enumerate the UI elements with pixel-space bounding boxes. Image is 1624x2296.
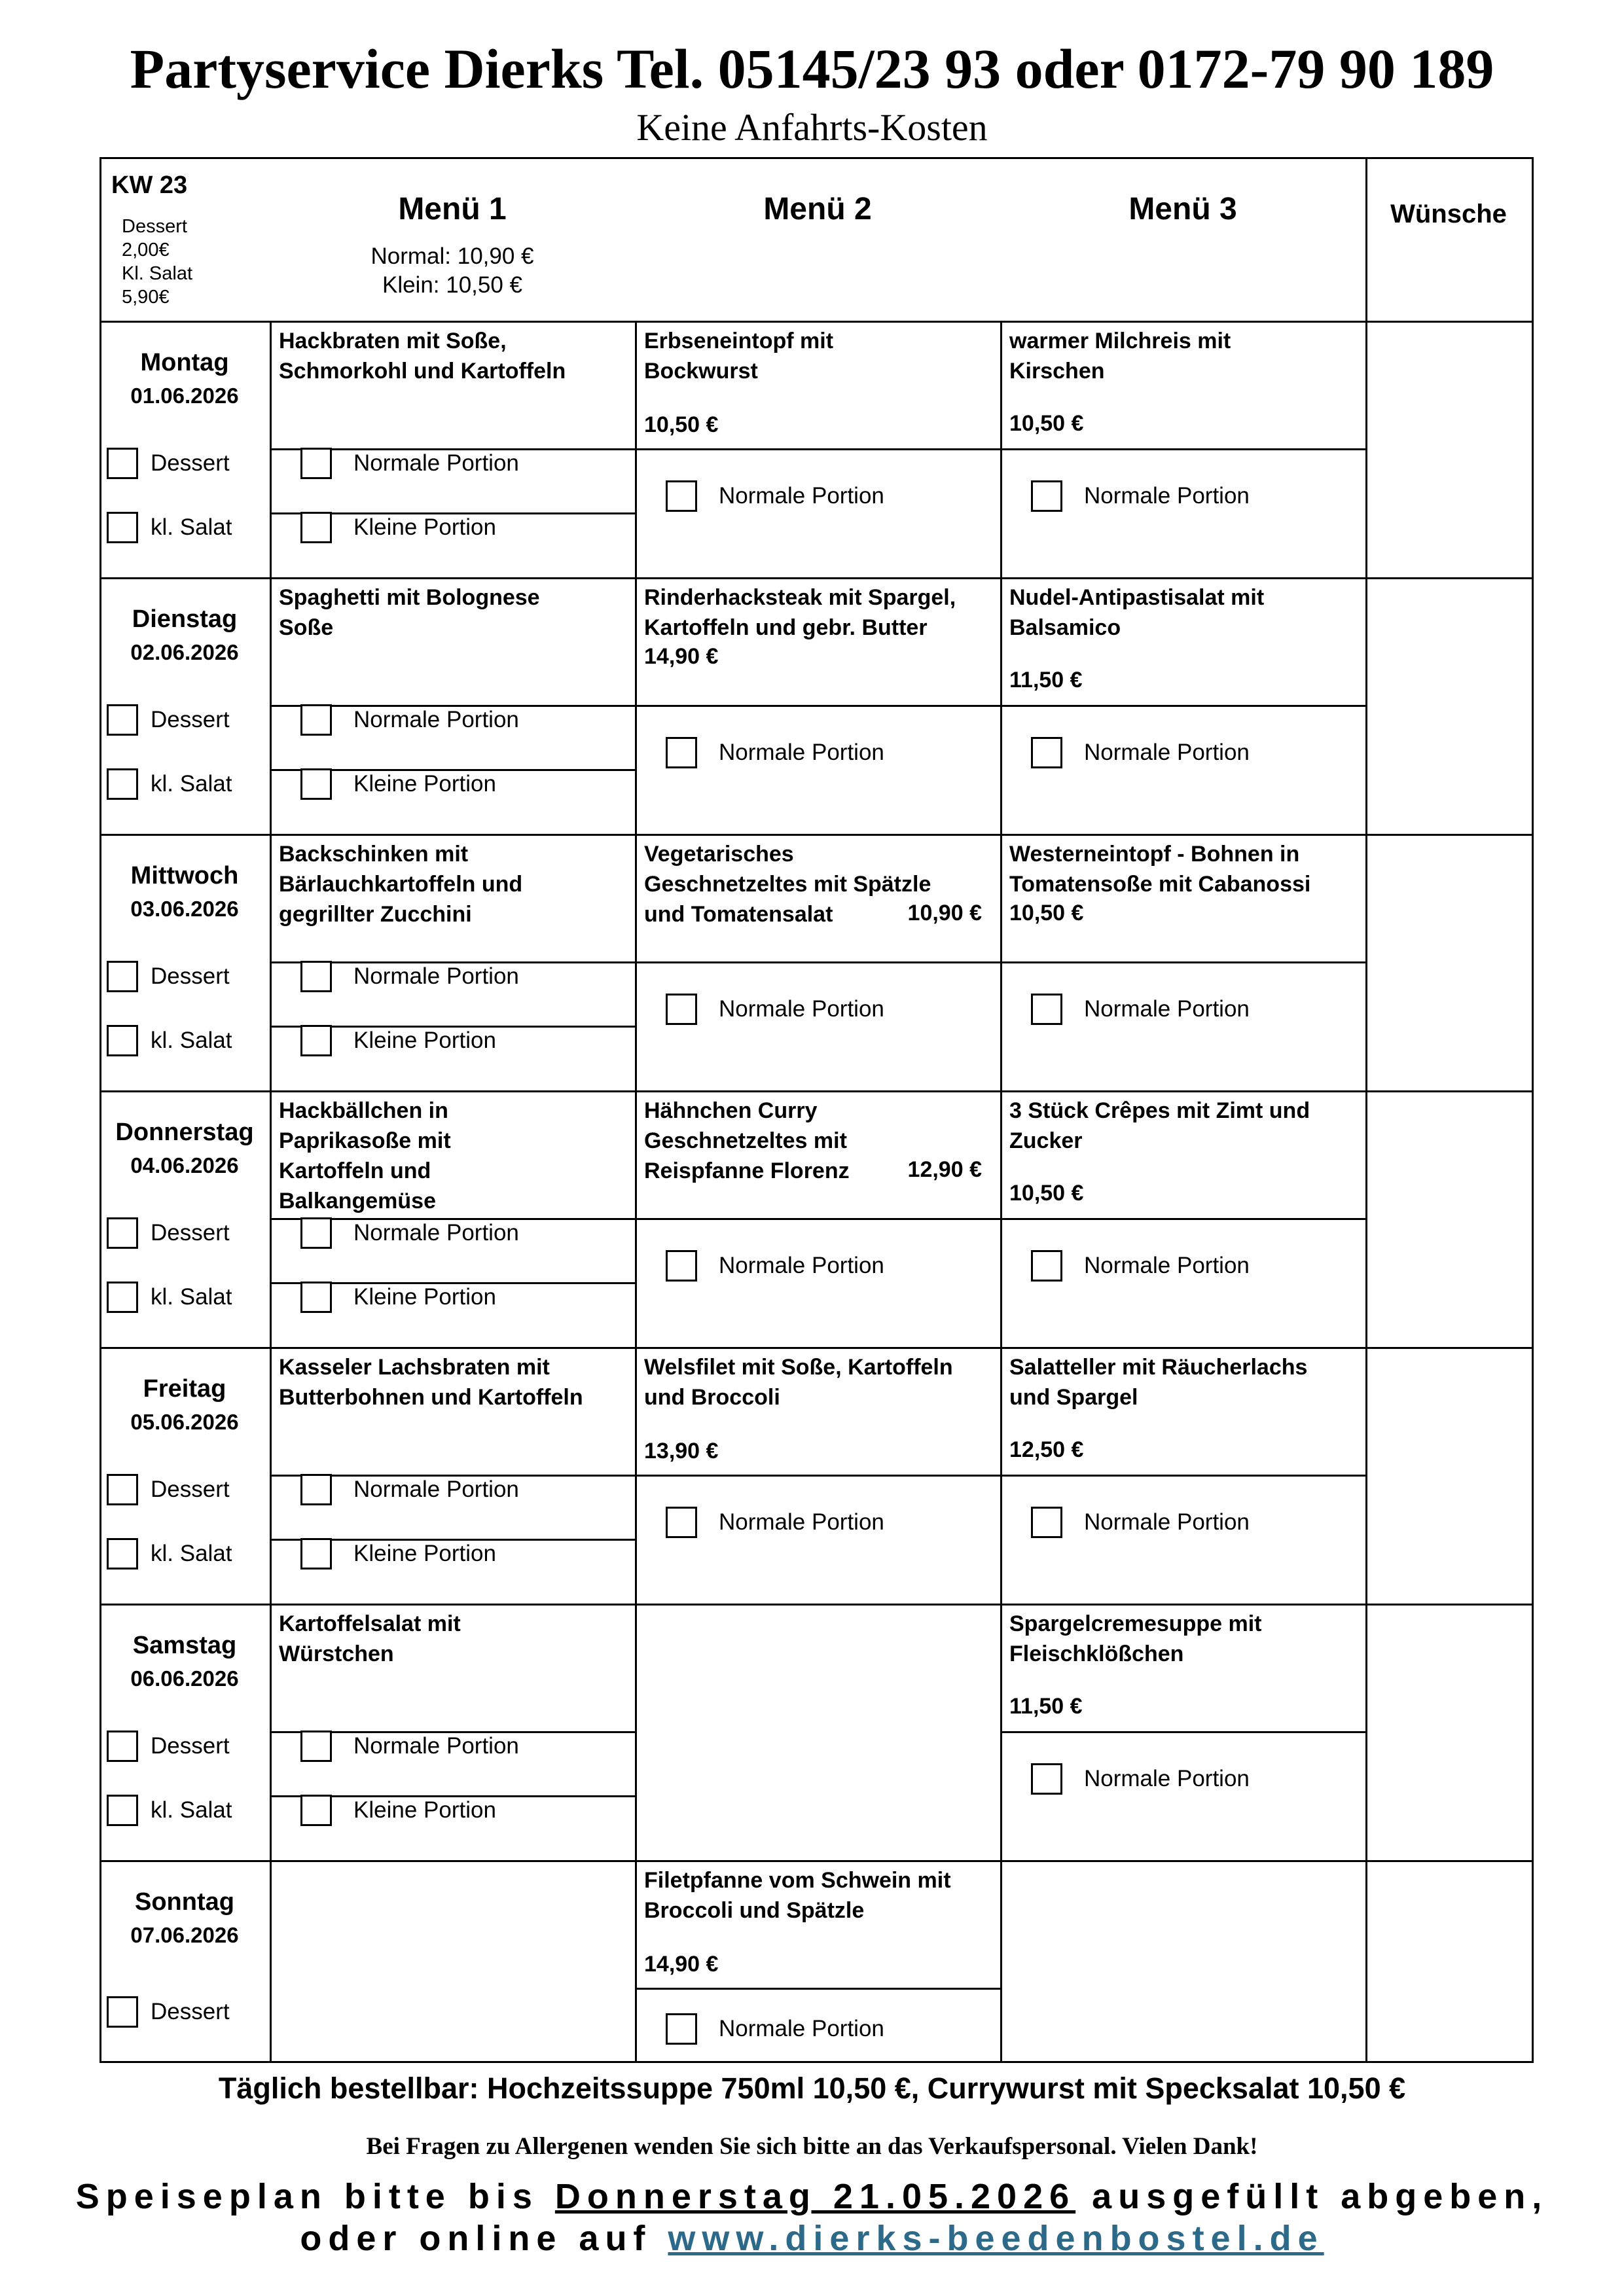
salad-label: kl. Salat bbox=[151, 1541, 232, 1566]
col-rule-menu2 bbox=[635, 1860, 637, 2061]
menu1-small-checkbox[interactable] bbox=[300, 512, 332, 543]
deadline-line bbox=[0, 2176, 1624, 2217]
menu1-normal-label: Normale Portion bbox=[353, 1220, 519, 1246]
menu1-small-label: Kleine Portion bbox=[353, 771, 496, 797]
menu3-dish-rule bbox=[1000, 1731, 1365, 1733]
menu1-small-label: Kleine Portion bbox=[353, 1028, 496, 1053]
menu2-normal-label: Normale Portion bbox=[719, 1253, 884, 1278]
head-dessert-price: 2,00€ bbox=[122, 240, 170, 260]
online-prefix: oder online auf bbox=[300, 2219, 668, 2258]
menu1-normal-price: Normal: 10,90 € bbox=[370, 243, 534, 269]
dessert-checkbox[interactable] bbox=[107, 1217, 138, 1249]
table-border-left bbox=[99, 157, 101, 2061]
dessert-label: Dessert bbox=[151, 1220, 230, 1246]
menu3-price: 12,50 € bbox=[1009, 1437, 1084, 1462]
dessert-label: Dessert bbox=[151, 1477, 230, 1502]
menu2-normal-label: Normale Portion bbox=[719, 1509, 884, 1535]
page-subtitle: Keine Anfahrts-Kosten bbox=[636, 106, 988, 149]
menu2-dish-rule bbox=[635, 961, 1000, 963]
menu3-normal-checkbox[interactable] bbox=[1031, 737, 1062, 768]
menu3-normal-label: Normale Portion bbox=[1084, 1509, 1250, 1535]
menu3-price: 10,50 € bbox=[1009, 1181, 1084, 1206]
dessert-checkbox[interactable] bbox=[107, 1474, 138, 1505]
menu2-dish: Vegetarisches Geschnetzeltes mit Spätzle und Tomatensalat bbox=[644, 842, 931, 927]
menu3-normal-checkbox[interactable] bbox=[1031, 994, 1062, 1025]
salad-label: kl. Salat bbox=[151, 1797, 232, 1823]
row-rule bbox=[1365, 1090, 1532, 1092]
menu1-normal-checkbox[interactable] bbox=[300, 704, 332, 736]
salad-label: kl. Salat bbox=[151, 771, 232, 797]
menu3-normal-label: Normale Portion bbox=[1084, 996, 1250, 1022]
page-title: Partyservice Dierks Tel. 05145/23 93 oder 0172-79 90 189 bbox=[130, 37, 1494, 100]
menu1-normal-label: Normale Portion bbox=[353, 1477, 519, 1502]
menu1-normal-label: Normale Portion bbox=[353, 707, 519, 732]
menu3-dish-rule bbox=[1000, 448, 1365, 450]
menu1-dish: Kartoffelsalat mit Würstchen bbox=[279, 1611, 461, 1666]
menu3-dish-rule bbox=[1000, 1218, 1365, 1220]
day-date-3: 04.06.2026 bbox=[130, 1153, 239, 1177]
dessert-checkbox[interactable] bbox=[107, 704, 138, 736]
menu3-normal-label: Normale Portion bbox=[1084, 483, 1250, 509]
menu1-small-label: Kleine Portion bbox=[353, 1541, 496, 1566]
menu2-normal-label: Normale Portion bbox=[719, 740, 884, 765]
menu3-normal-label: Normale Portion bbox=[1084, 1766, 1250, 1791]
website-link[interactable]: www.dierks-beedenbostel.de bbox=[668, 2219, 1324, 2258]
menu1-small-price: Klein: 10,50 € bbox=[382, 272, 523, 298]
deadline-date: Donnerstag 21.05.2026 bbox=[554, 2177, 1076, 2216]
menu3-dish-rule bbox=[1000, 1475, 1365, 1477]
day-date-6: 07.06.2026 bbox=[130, 1923, 239, 1947]
day-name-4: Freitag bbox=[143, 1375, 226, 1403]
table-border-top bbox=[99, 157, 1532, 159]
menu3-normal-checkbox[interactable] bbox=[1031, 1507, 1062, 1538]
menu3-dish: Westerneintopf - Bohnen in Tomatensoße mit Cabanossi bbox=[1009, 842, 1311, 897]
menu3-price: 11,50 € bbox=[1009, 668, 1083, 692]
menu2-dish-rule bbox=[635, 1475, 1000, 1477]
day-date-1: 02.06.2026 bbox=[130, 640, 239, 664]
menu2-normal-checkbox[interactable] bbox=[666, 1507, 697, 1538]
menu2-dish-rule bbox=[635, 448, 1000, 450]
salad-checkbox[interactable] bbox=[107, 1538, 138, 1570]
dessert-label: Dessert bbox=[151, 1999, 230, 2024]
menu1-normal-label: Normale Portion bbox=[353, 963, 519, 989]
header-rule bbox=[99, 321, 1532, 323]
menu3-dish-rule bbox=[1000, 961, 1365, 963]
menu2-dish: Hähnchen Curry Geschnetzeltes mit Reispfanne Florenz bbox=[644, 1098, 850, 1183]
menu2-dish: Filetpfanne vom Schwein mit Broccoli und Spätzle bbox=[644, 1868, 951, 1923]
row-rule bbox=[1365, 834, 1532, 836]
menu2-normal-checkbox[interactable] bbox=[666, 1250, 697, 1282]
menu1-dish: Hackbällchen in Paprikasoße mit Kartoffeln und Balkangemüse bbox=[279, 1098, 451, 1213]
menu2-price: 14,90 € bbox=[644, 1952, 719, 1977]
menu2-price: 14,90 € bbox=[644, 644, 719, 669]
menu3-price: 10,50 € bbox=[1009, 411, 1084, 436]
row-rule bbox=[1365, 1604, 1532, 1605]
row-rule bbox=[1365, 1860, 1532, 1862]
menu1-normal-checkbox[interactable] bbox=[300, 448, 332, 479]
salad-checkbox[interactable] bbox=[107, 1282, 138, 1313]
menu3-price: 11,50 € bbox=[1009, 1694, 1083, 1719]
menu3-normal-label: Normale Portion bbox=[1084, 740, 1250, 765]
day-date-4: 05.06.2026 bbox=[130, 1410, 239, 1434]
menu1-small-checkbox[interactable] bbox=[300, 1795, 332, 1826]
head-salad-price: 5,90€ bbox=[122, 287, 170, 308]
salad-label: kl. Salat bbox=[151, 514, 232, 540]
salad-label: kl. Salat bbox=[151, 1284, 232, 1310]
menu2-normal-label: Normale Portion bbox=[719, 2016, 884, 2041]
menu3-normal-checkbox[interactable] bbox=[1031, 1250, 1062, 1282]
day-name-3: Donnerstag bbox=[115, 1119, 254, 1146]
day-name-2: Mittwoch bbox=[130, 862, 239, 889]
dessert-label: Dessert bbox=[151, 707, 230, 732]
menu2-price: 10,50 € bbox=[644, 412, 719, 437]
menu2-dish: Rinderhacksteak mit Spargel, Kartoffeln und gebr. Butter bbox=[644, 585, 956, 640]
menu1-normal-checkbox[interactable] bbox=[300, 1474, 332, 1505]
day-name-5: Samstag bbox=[132, 1632, 237, 1659]
day-name-1: Dienstag bbox=[132, 605, 238, 633]
menu3-price: 10,50 € bbox=[1009, 901, 1084, 925]
menu2-header: Menü 2 bbox=[763, 192, 872, 226]
menu1-normal-checkbox[interactable] bbox=[300, 1731, 332, 1762]
menu1-small-checkbox[interactable] bbox=[300, 1282, 332, 1313]
day-name-0: Montag bbox=[140, 349, 229, 376]
salad-checkbox[interactable] bbox=[107, 1795, 138, 1826]
menu1-small-label: Kleine Portion bbox=[353, 1797, 496, 1823]
menu2-dish-rule bbox=[635, 1988, 1000, 1990]
menu1-dish: Hackbraten mit Soße, Schmorkohl und Kartoffeln bbox=[279, 329, 566, 384]
salad-checkbox[interactable] bbox=[107, 512, 138, 543]
dessert-checkbox[interactable] bbox=[107, 1731, 138, 1762]
menu3-dish: Nudel-Antipastisalat mit Balsamico bbox=[1009, 585, 1265, 640]
row-rule bbox=[99, 1090, 1365, 1092]
menu1-small-checkbox[interactable] bbox=[300, 1538, 332, 1570]
head-dessert-label: Dessert bbox=[122, 216, 187, 237]
week-label: KW 23 bbox=[111, 171, 188, 199]
menu2-dish: Welsfilet mit Soße, Kartoffeln und Broccoli bbox=[644, 1355, 953, 1410]
row-rule bbox=[99, 577, 1365, 579]
menu1-small-label: Kleine Portion bbox=[353, 514, 496, 540]
menu2-price: 13,90 € bbox=[644, 1439, 719, 1463]
dessert-checkbox[interactable] bbox=[107, 448, 138, 479]
allergen-note: Bei Fragen zu Allergenen wenden Sie sich bitte an das Verkaufspersonal. Vielen Dank! bbox=[366, 2133, 1258, 2160]
row-rule bbox=[1365, 1347, 1532, 1349]
menu2-normal-label: Normale Portion bbox=[719, 996, 884, 1022]
menu2-normal-checkbox[interactable] bbox=[666, 994, 697, 1025]
col-rule-wishes bbox=[1365, 157, 1367, 2061]
row-rule bbox=[99, 1860, 1365, 1862]
menu2-price: 12,90 € bbox=[907, 1157, 982, 1182]
menu1-normal-label: Normale Portion bbox=[353, 450, 519, 476]
menu3-normal-checkbox[interactable] bbox=[1031, 480, 1062, 512]
online-line bbox=[0, 2218, 1624, 2259]
menu2-dish-rule bbox=[635, 1218, 1000, 1220]
menu1-dish: Kasseler Lachsbraten mit Butterbohnen und Kartoffeln bbox=[279, 1355, 583, 1410]
dessert-checkbox[interactable] bbox=[107, 961, 138, 992]
day-date-5: 06.06.2026 bbox=[130, 1666, 239, 1691]
menu1-normal-checkbox[interactable] bbox=[300, 1217, 332, 1249]
menu3-header: Menü 3 bbox=[1128, 192, 1237, 226]
wishes-header: Wünsche bbox=[1390, 200, 1507, 228]
menu3-dish-rule bbox=[1000, 705, 1365, 707]
day-name-6: Sonntag bbox=[135, 1888, 234, 1916]
dessert-label: Dessert bbox=[151, 1733, 230, 1759]
menu3-normal-label: Normale Portion bbox=[1084, 1253, 1250, 1278]
head-salad-label: Kl. Salat bbox=[122, 263, 192, 284]
menu2-normal-checkbox[interactable] bbox=[666, 2013, 697, 2045]
menu1-dish: Spaghetti mit Bolognese Soße bbox=[279, 585, 540, 640]
menu3-dish: Spargelcremesuppe mit Fleischklößchen bbox=[1009, 1611, 1262, 1666]
menu3-dish: 3 Stück Crêpes mit Zimt und Zucker bbox=[1009, 1098, 1310, 1153]
salad-checkbox[interactable] bbox=[107, 1025, 138, 1056]
menu2-dish-rule bbox=[635, 705, 1000, 707]
menu1-small-label: Kleine Portion bbox=[353, 1284, 496, 1310]
menu2-normal-label: Normale Portion bbox=[719, 483, 884, 509]
menu2-price: 10,90 € bbox=[907, 901, 982, 925]
daily-offer: Täglich bestellbar: Hochzeitssuppe 750ml 10,50 €, Currywurst mit Specksalat 10,50 € bbox=[218, 2072, 1406, 2105]
menu2-dish: Erbseneintopf mit Bockwurst bbox=[644, 329, 834, 384]
menu2-normal-checkbox[interactable] bbox=[666, 737, 697, 768]
row-rule bbox=[99, 1347, 1365, 1349]
dessert-label: Dessert bbox=[151, 450, 230, 476]
deadline-prefix: Speiseplan bitte bis bbox=[75, 2177, 555, 2216]
menu1-dish: Backschinken mit Bärlauchkartoffeln und gegrillter Zucchini bbox=[279, 842, 523, 927]
menu1-normal-checkbox[interactable] bbox=[300, 961, 332, 992]
salad-label: kl. Salat bbox=[151, 1028, 232, 1053]
col-rule-menu3 bbox=[1000, 1860, 1002, 2061]
dessert-checkbox[interactable] bbox=[107, 1996, 138, 2028]
row-rule bbox=[1365, 577, 1532, 579]
menu3-dish: warmer Milchreis mit Kirschen bbox=[1009, 329, 1231, 384]
menu3-dish: Salatteller mit Räucherlachs und Spargel bbox=[1009, 1355, 1308, 1410]
col-rule-menu2 bbox=[635, 1604, 637, 1860]
table-border-bottom bbox=[99, 2061, 1534, 2063]
row-rule bbox=[99, 834, 1365, 836]
menu1-small-checkbox[interactable] bbox=[300, 1025, 332, 1056]
menu1-small-checkbox[interactable] bbox=[300, 768, 332, 800]
dessert-label: Dessert bbox=[151, 963, 230, 989]
menu1-normal-label: Normale Portion bbox=[353, 1733, 519, 1759]
menu1-header: Menü 1 bbox=[398, 192, 507, 226]
menu2-normal-checkbox[interactable] bbox=[666, 480, 697, 512]
day-date-2: 03.06.2026 bbox=[130, 897, 239, 921]
table-border-right bbox=[1532, 157, 1534, 2061]
deadline-suffix: ausgefüllt abgeben, bbox=[1075, 2177, 1549, 2216]
menu3-normal-checkbox[interactable] bbox=[1031, 1763, 1062, 1795]
day-date-0: 01.06.2026 bbox=[130, 384, 239, 408]
row-rule bbox=[99, 1604, 1365, 1605]
salad-checkbox[interactable] bbox=[107, 768, 138, 800]
